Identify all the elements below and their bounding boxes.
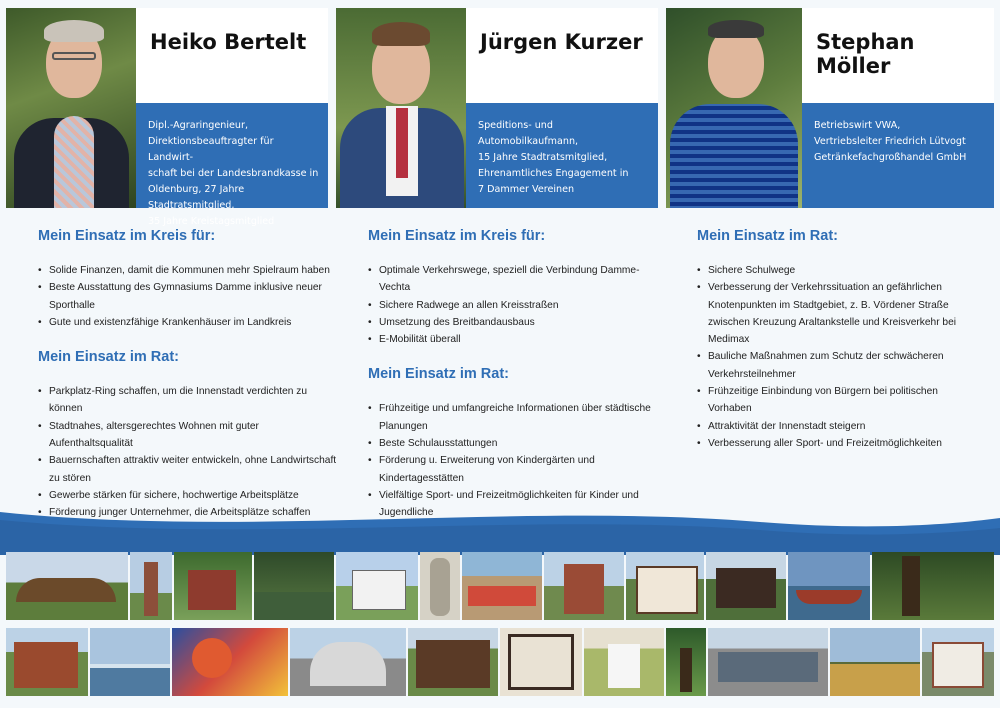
bio-line: Oldenburg, 27 Jahre Stadtratsmitglied, xyxy=(148,184,245,211)
candidate-bio xyxy=(148,118,320,230)
list-item: • Gute und existenzfähige Krankenhäuser im Landkreis xyxy=(38,314,338,331)
portrait-photo-kurzer xyxy=(336,8,466,208)
kreis-list xyxy=(368,262,658,348)
photo-tile-industrial xyxy=(708,628,828,696)
photo-tile-field xyxy=(830,628,920,696)
rat-heading: Mein Einsatz im Rat: xyxy=(697,228,838,244)
kreis-heading: Mein Einsatz im Kreis für: xyxy=(38,228,216,244)
photo-tile-forest xyxy=(872,552,994,620)
photo-tile-barn xyxy=(408,628,498,696)
list-item: • Frühzeitige und umfangreiche Informationen über städtische Planungen xyxy=(368,400,658,435)
photo-tile-brick-church xyxy=(544,552,624,620)
column-moeller xyxy=(697,228,982,470)
bio-line: schaft bei der Landesbrandkasse in xyxy=(148,168,319,179)
list-item: • Optimale Verkehrswege, speziell die Verbindung Damme-Vechta xyxy=(368,262,658,297)
photo-strip-bottom xyxy=(6,628,994,696)
name-box-moeller xyxy=(802,8,994,103)
candidate-card-moeller xyxy=(666,8,994,208)
bio-line: Ehrenamtliches Engagement in xyxy=(478,168,629,179)
candidate-card-kurzer xyxy=(336,8,658,208)
candidate-name: Jürgen Kurzer xyxy=(480,30,643,54)
candidate-name: Stephan Möller xyxy=(816,30,915,78)
photo-tile-red-house xyxy=(174,552,252,620)
photo-tile-market xyxy=(462,552,542,620)
photo-tile-white-chapel xyxy=(584,628,664,696)
list-item: • Attraktivität der Innenstadt steigern xyxy=(697,418,982,435)
photo-tile-park xyxy=(254,552,334,620)
kreis-heading: Mein Einsatz im Kreis für: xyxy=(368,228,546,244)
list-item: • Frühzeitige Einbindung von Bürgern bei politischen Vorhaben xyxy=(697,383,982,418)
photo-tile-church-tower xyxy=(130,552,172,620)
photo-tile-boat xyxy=(788,552,870,620)
portrait-photo-moeller xyxy=(666,8,802,208)
list-item: • Beste Schulausstattungen xyxy=(368,435,658,452)
name-box-bertelt xyxy=(136,8,328,103)
list-item: • Umsetzung des Breitbandausbaus xyxy=(368,314,658,331)
photo-tile-town-house xyxy=(922,628,994,696)
portrait-photo-bertelt xyxy=(6,8,136,208)
bio-line: Direktionsbeauftragter für Landwirt- xyxy=(148,136,274,163)
list-item: • Gewerbe stärken für sichere, hochwertige Arbeitsplätze xyxy=(38,487,338,504)
bio-line: 7 Dammer Vereinen xyxy=(478,184,575,195)
bio-line: Betriebswirt VWA, xyxy=(814,120,901,131)
list-item: • Sichere Schulwege xyxy=(697,262,982,279)
photo-tile-carnival xyxy=(172,628,288,696)
candidate-name: Heiko Bertelt xyxy=(150,30,307,54)
list-item: • Solide Finanzen, damit die Kommunen mehr Spielraum haben xyxy=(38,262,338,279)
list-item: • Vielfältige Sport- und Freizeitmöglichkeiten für Kinder und Jugendliche xyxy=(368,487,658,522)
bio-box-bertelt xyxy=(136,103,328,227)
list-item: • Förderung u. Erweiterung von Kindergärten und Kindertagesstätten xyxy=(368,452,658,487)
blue-wave-divider xyxy=(0,500,1000,555)
bio-line: 15 Jahre Stadtratsmitglied, xyxy=(478,152,608,163)
rat-heading: Mein Einsatz im Rat: xyxy=(368,366,509,383)
list-item: • Bauliche Maßnahmen zum Schutz der schwächeren Verkehrsteilnehmer xyxy=(697,348,982,383)
list-item: • Förderung junger Unternehmer, die Arbeitsplätze schaffen xyxy=(38,504,338,521)
list-item: • E-Mobilität überall xyxy=(368,331,658,348)
photo-tile-white-house xyxy=(336,552,418,620)
bio-line: Vertriebsleiter Friedrich Lütvogt xyxy=(814,136,966,147)
photo-tile-modern-building xyxy=(290,628,406,696)
candidate-bio xyxy=(814,118,986,166)
photo-tile-farmhouse xyxy=(706,552,786,620)
list-item: • Sichere Radwege an allen Kreisstraßen xyxy=(368,297,658,314)
photo-tile-timber-facade xyxy=(500,628,582,696)
list-item: • Verbesserung aller Sport- und Freizeitmöglichkeiten xyxy=(697,435,982,452)
photo-tile-tree xyxy=(666,628,706,696)
column-bertelt xyxy=(38,228,338,540)
rat-list xyxy=(697,262,982,452)
photo-tile-thatched-barn xyxy=(6,552,128,620)
photo-tile-timber-house xyxy=(626,552,704,620)
rat-heading: Mein Einsatz im Rat: xyxy=(38,349,179,366)
photo-tile-half-timbered xyxy=(6,628,88,696)
list-item: • Stadtnahes, altersgerechtes Wohnen mit guter Aufenthaltsqualität xyxy=(38,418,338,453)
kreis-list xyxy=(38,262,338,331)
bio-line: Dipl.-Agraringenieur, xyxy=(148,120,248,131)
bio-line: Getränkefachgroßhandel GmbH xyxy=(814,152,967,163)
bio-line: 35 Jahre Kreistagsmitglied xyxy=(148,216,275,227)
list-item: • Bauernschaften attraktiv weiter entwickeln, ohne Landwirtschaft zu stören xyxy=(38,452,338,487)
bio-box-moeller xyxy=(802,103,994,208)
candidate-bio xyxy=(478,118,650,198)
list-item: • Beste Ausstattung des Gymnasiums Damme inklusive neuer Sporthalle xyxy=(38,279,338,314)
photo-strip-top xyxy=(6,552,994,620)
bio-line: Speditions- und Automobilkaufmann, xyxy=(478,120,579,147)
candidate-card-bertelt xyxy=(6,8,328,227)
list-item: • Parkplatz-Ring schaffen, um die Innenstadt verdichten zu können xyxy=(38,383,338,418)
list-item: • Verbesserung der Verkehrssituation an gefährlichen Knotenpunkten im Stadtgebiet, z. B. Vördener Straße zwischen Kreuzung Araltankstelle und Kreisverkehr bei Medimax xyxy=(697,279,982,348)
photo-tile-statue xyxy=(420,552,460,620)
bio-box-kurzer xyxy=(466,103,658,208)
name-box-kurzer xyxy=(466,8,658,103)
photo-tile-lake xyxy=(90,628,170,696)
